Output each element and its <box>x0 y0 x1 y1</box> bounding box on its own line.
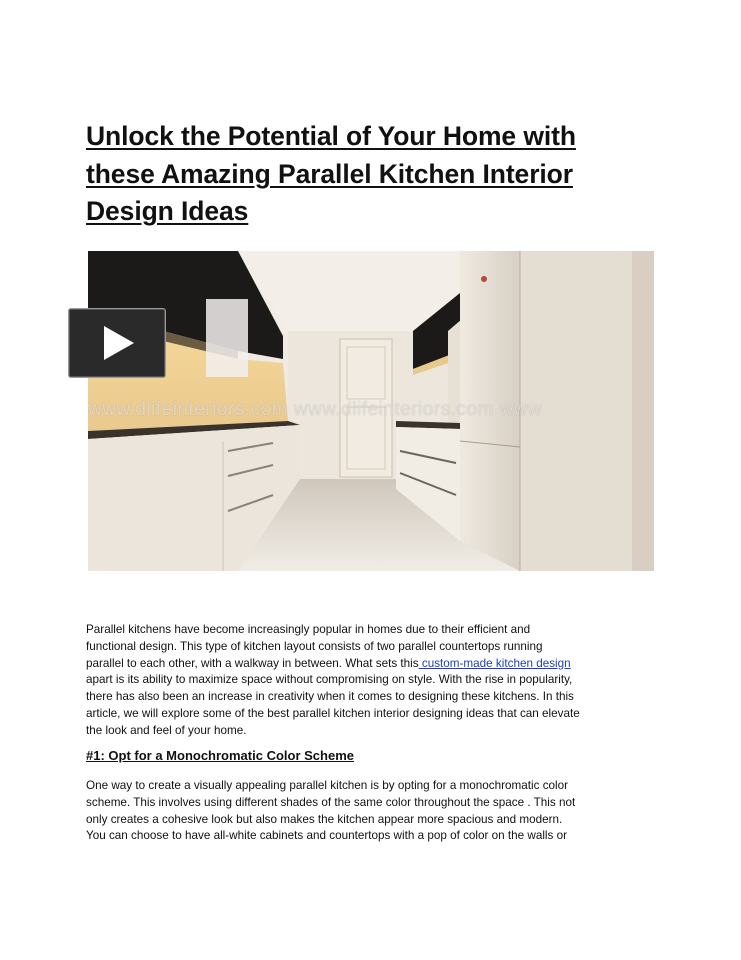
section-heading: #1: Opt for a Monochromatic Color Scheme <box>86 748 354 763</box>
paragraph-line: the look and feel of your home. <box>86 723 247 737</box>
title-line-2: these Amazing Parallel Kitchen Interior <box>86 158 573 189</box>
kitchen-hero-image <box>88 251 654 571</box>
paragraph-line: functional design. This type of kitchen layout consists of two parallel countertops running <box>86 639 543 653</box>
paragraph-line <box>86 656 646 673</box>
section-paragraph <box>86 778 646 845</box>
paragraph-line: article, we will explore some of the best parallel kitchen interior designing ideas that can elevate <box>86 706 580 720</box>
paragraph-line: there has also been an increase in creativity when it comes to designing these kitchens. In this <box>86 690 574 704</box>
paragraph-line: only creates a cohesive look but also makes the kitchen appear more spacious and modern. <box>86 812 563 826</box>
play-button[interactable] <box>68 308 166 378</box>
page-title <box>86 118 646 231</box>
custom-kitchen-design-link[interactable]: custom-made kitchen design <box>418 656 571 670</box>
title-line-3: Design Ideas <box>86 196 249 226</box>
intro-paragraph <box>86 622 646 740</box>
paragraph-text: parallel to each other, with a walkway in between. What sets this <box>86 656 419 670</box>
image-watermark: www.dlifeinteriors.com www.dlifeinteriors.com www <box>88 399 543 420</box>
paragraph-line: apart is its ability to maximize space without compromising on style. With the rise in popularity, <box>86 673 573 687</box>
paragraph-line: Parallel kitchens have become increasingly popular in homes due to their efficient and <box>86 623 531 636</box>
play-icon <box>102 324 136 362</box>
paragraph-line: One way to create a visually appealing parallel kitchen is by opting for a monochromatic color <box>86 779 569 792</box>
paragraph-line: scheme. This involves using different shades of the same color throughout the space . This not <box>86 795 576 809</box>
paragraph-line: You can choose to have all-white cabinets and countertops with a pop of color on the walls or <box>86 829 568 843</box>
title-line-1: Unlock the Potential of Your Home with <box>86 121 576 151</box>
